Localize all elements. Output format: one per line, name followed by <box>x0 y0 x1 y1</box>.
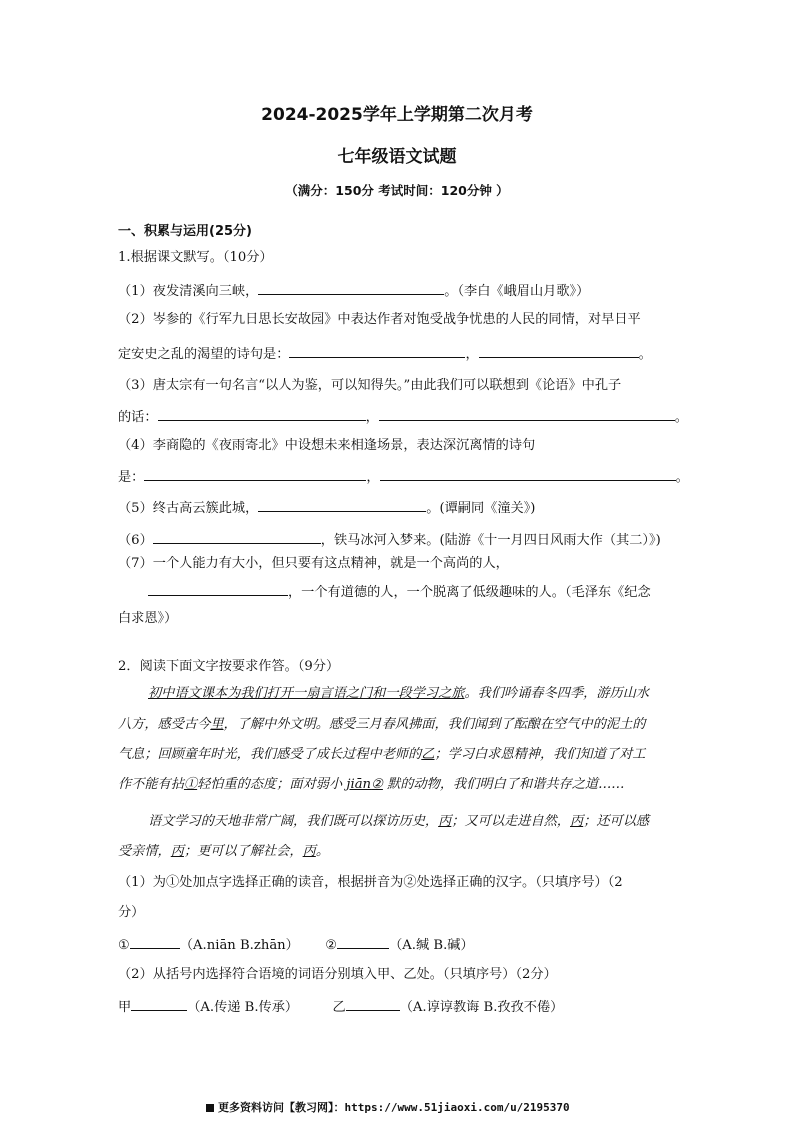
passage-line-2: 八方，感受古今里，了解中外文明。感受三月春风拂面，我们闻到了酝酿在空气中的泥土的 <box>118 717 646 732</box>
passage-line-4: 作不能有拈①轻怕重的态度；面对弱小 jiān② 默的动物，我们明白了和谐共存之道…… <box>118 777 625 792</box>
q1-item-3-line2: 的话： ， 。 <box>118 407 688 427</box>
q1-item-1: （1）夜发清溪向三峡， 。（李白《峨眉山月歌》） <box>118 281 589 301</box>
passage-line-1: 初中语文课本为我们打开一扇言语之门和一段学习之旅。我们吟诵春冬四季，游历山水 <box>148 686 650 701</box>
passage-line-5: 语文学习的天地非常广阔，我们既可以探访历史，丙；又可以走进自然，丙；还可以感 <box>148 814 650 829</box>
q1-item-4-line2: 是： ， 。 <box>118 467 689 487</box>
passage-line-3: 气息；回顾童年时光，我们感受了成长过程中老师的乙；学习白求恩精神，我们知道了对工 <box>118 747 646 762</box>
exam-title: 2024-2025学年上学期第二次月考 <box>261 105 533 125</box>
exam-info: （满分：150分 考试时间：120分钟 ） <box>285 183 509 198</box>
question-2-heading: 2．阅读下面文字按要求作答。（9分） <box>118 659 340 674</box>
q1-item-5: （5）终古高云簇此城， 。(谭嗣同《潼关》) <box>118 498 535 518</box>
q1-item-6: （6） ，铁马冰河入梦来。(陆游《十一月四日风雨大作（其二）》) <box>118 530 661 550</box>
q1-item-7-line1: （7）一个人能力有大小，但只要有这点精神，就是一个高尚的人， <box>118 556 509 571</box>
q1-item-2-line2: 定安史之乱的渴望的诗句是： ， 。 <box>118 344 652 364</box>
section-heading: 一、积累与运用(25分) <box>118 224 252 239</box>
q2-sub1-line1: （1）为①处加点字选择正确的读音，根据拼音为②处选择正确的汉字。（只填序号）（2 <box>118 875 623 890</box>
flag-icon <box>206 1104 214 1112</box>
passage-line-6: 受亲情，丙；更可以了解社会，丙。 <box>118 844 329 859</box>
question-1-heading: 1.根据课文默写。（10分） <box>118 250 273 265</box>
q2-sub1-line2: 分） <box>118 905 145 920</box>
q1-item-2-line1: （2）岑参的《行军九日思长安故园》中表达作者对饱受战争忧患的人民的同情，对早日平 <box>118 312 641 327</box>
exam-subtitle: 七年级语文试题 <box>337 147 457 167</box>
q2-sub2-line1: （2）从括号内选择符合语境的词语分别填入甲、乙处。（只填序号）（2分） <box>118 967 557 982</box>
footer-link[interactable]: 更多资料访问【教习网】：https://www.51jiaoxi.com/u/2195370 <box>206 1099 570 1115</box>
q1-item-7-line2: ，一个有道德的人，一个脱离了低级趣味的人。（毛泽东《纪念 <box>148 582 651 602</box>
q1-item-7-line3: 白求恩》） <box>118 611 178 626</box>
q2-sub1-options: ① （A.niān B.zhān） ② （A.缄 B.碱） <box>118 935 474 955</box>
q1-item-3-line1: （3）唐太宗有一句名言“以人为鉴，可以知得失。”由此我们可以联想到《论语》中孔子 <box>118 378 622 393</box>
q1-item-4-line1: （4）李商隐的《夜雨寄北》中设想未来相逢场景，表达深沉离情的诗句 <box>118 438 536 453</box>
q2-sub2-options: 甲 （A.传递 B.传承） 乙 （A.谆谆教诲 B.孜孜不倦） <box>118 997 563 1017</box>
